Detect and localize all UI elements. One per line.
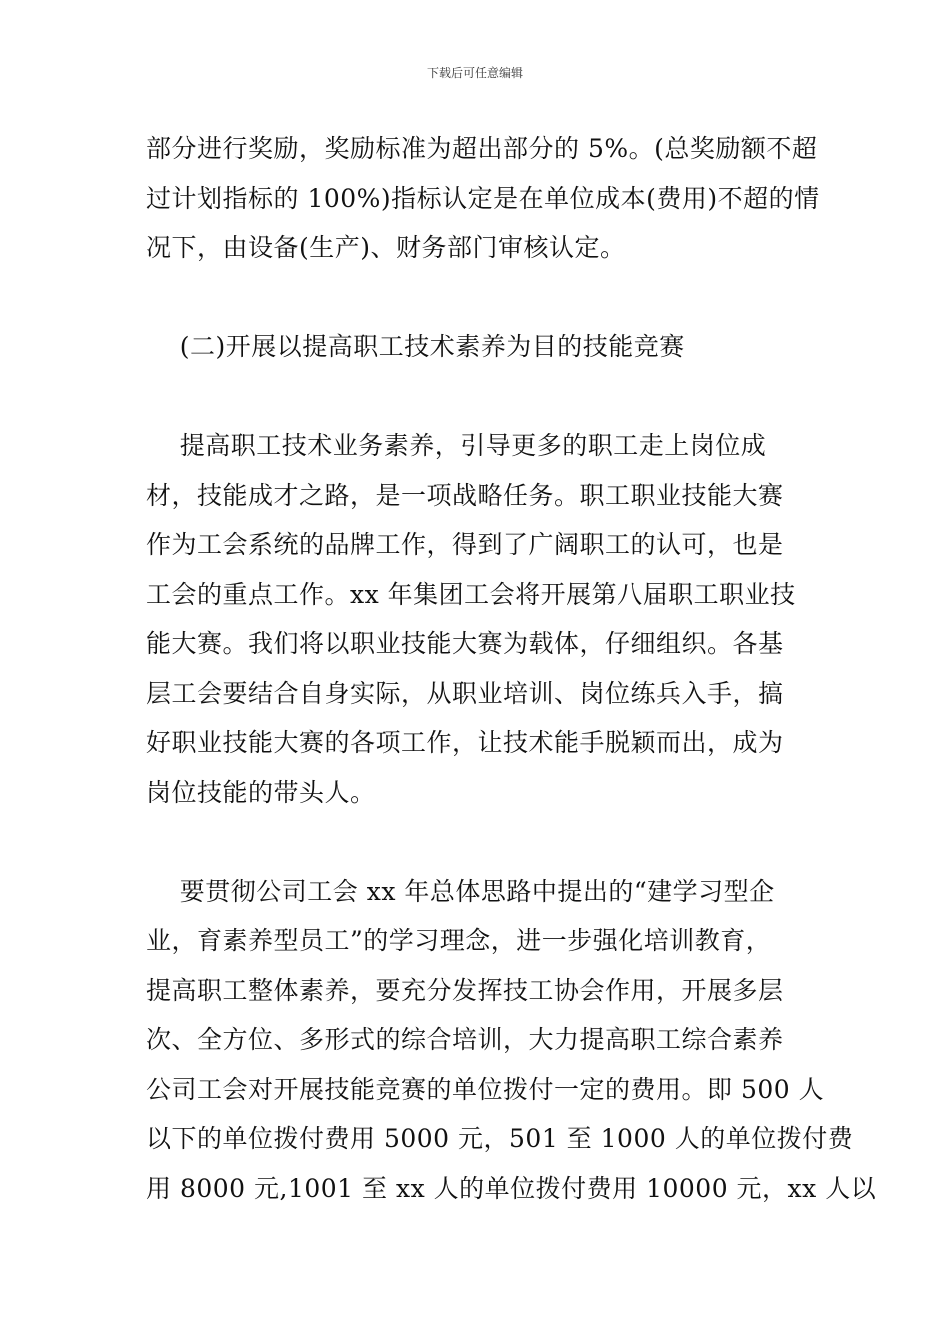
paragraph (146, 421, 810, 817)
text-line: 用 8000 元,1001 至 xx 人的单位拨付费用 10000 元，xx 人以 (146, 1173, 877, 1203)
text-line: 材，技能成才之路，是一项战略任务。职工职业技能大赛 (146, 480, 784, 510)
paragraph-gap (146, 372, 810, 422)
text-line: 业，育素养型员工”的学习理念，进一步强化培训教育， (146, 926, 772, 955)
paragraph-gap (146, 817, 810, 867)
text-line: 以下的单位拨付费用 5000 元，501 至 1000 人的单位拨付费 (146, 1124, 854, 1153)
text-line: 次、全方位、多形式的综合培训，大力提高职工综合素养 (146, 1025, 784, 1054)
text-line: 能大赛。我们将以职业技能大赛为载体，仔细组织。各基 (146, 629, 784, 658)
text-line: 部分进行奖励，奖励标准为超出部分的 5%。(总奖励额不超 (146, 134, 818, 163)
paragraph (146, 124, 820, 273)
text-line: 提高职工整体素养，要充分发挥技工协会作用，开展多层 (146, 975, 784, 1005)
text-line: 工会的重点工作。xx 年集团工会将开展第八届职工职业技 (146, 579, 796, 609)
text-line: 要贯彻公司工会 xx 年总体思路中提出的“建学习型企 (146, 876, 775, 906)
paragraph-gap (146, 273, 810, 323)
paragraph (146, 867, 877, 1214)
text-line: 公司工会对开展技能竞赛的单位拨付一定的费用。即 500 人 (146, 1074, 825, 1104)
section-heading (146, 322, 810, 372)
text-line: 作为工会系统的品牌工作，得到了广阔职工的认可，也是 (146, 530, 784, 559)
page-header: 下载后可任意编辑 (426, 66, 523, 80)
document-body (146, 124, 877, 1213)
text-line: 提高职工技术业务素养，引导更多的职工走上岗位成 (146, 431, 767, 460)
text-line: 岗位技能的带头人。 (146, 777, 376, 807)
text-line: 层工会要结合自身实际，从职业培训、岗位练兵入手，搞 (146, 678, 784, 708)
text-line: 好职业技能大赛的各项工作，让技术能手脱颖而出，成为 (146, 728, 784, 757)
text-line: 况下，由设备(生产)、财务部门审核认定。 (146, 233, 626, 262)
text-line: 过计划指标的 100%)指标认定是在单位成本(费用)不超的情 (146, 183, 820, 213)
text-line: (二)开展以提高职工技术素养为目的技能竞赛 (146, 332, 685, 361)
